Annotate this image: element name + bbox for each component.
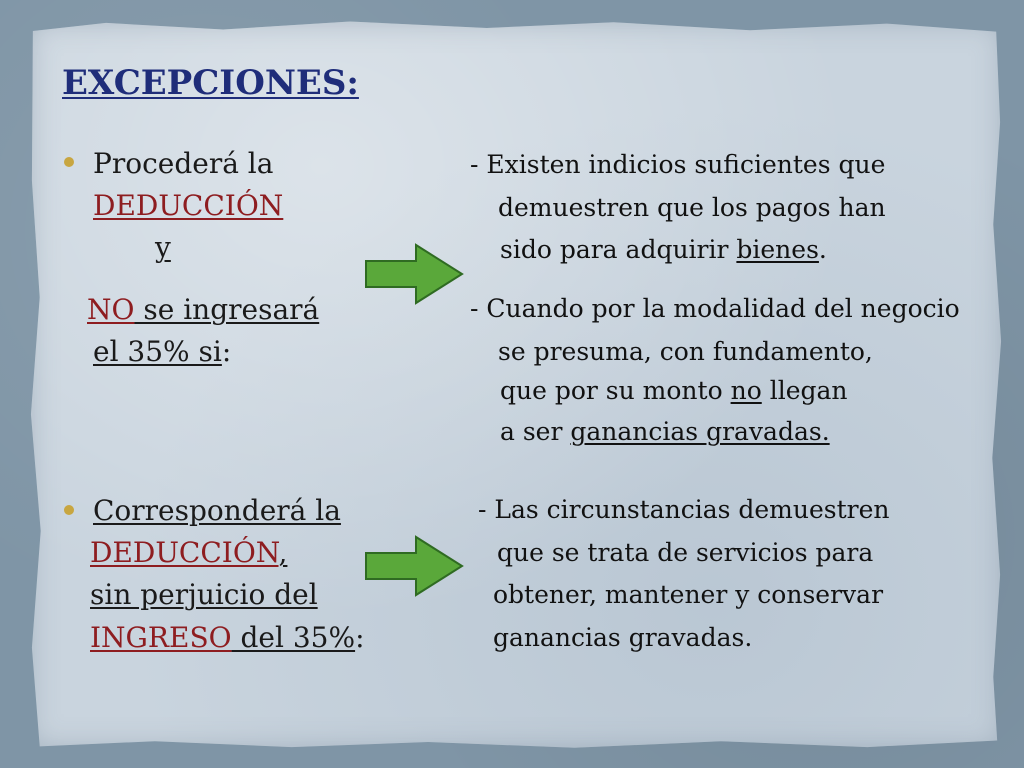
section1-right-c1-line3	[500, 237, 827, 262]
text-segment: a ser	[500, 417, 571, 446]
section2-right-line1: - Las circunstancias demuestren	[478, 495, 890, 524]
section1-left-y: y	[155, 231, 171, 264]
text-segment: que por su monto	[500, 376, 731, 405]
section2-left-line3: sin perjuicio del	[90, 578, 318, 611]
section1-left-se-ingresara: se ingresará	[134, 293, 320, 326]
ganancias-gravadas-underlined: ganancias gravadas.	[570, 417, 830, 446]
section1-right-c2-line1: - Cuando por la modalidad del negocio	[470, 294, 960, 323]
section1-right-c1-line2: demuestren que los pagos han	[498, 193, 886, 222]
section1-right-c1-line1: - Existen indicios suficientes que	[470, 150, 886, 179]
section2-left-line4	[90, 621, 365, 654]
section2-left-deduccion: DEDUCCIÓN	[90, 536, 279, 569]
section1-right-c2-line4	[500, 419, 830, 444]
section2-right-line3: obtener, mantener y conservar	[493, 580, 884, 609]
section1-right-c2-line2: se presuma, con fundamento,	[498, 337, 873, 366]
section2-left-line1: Corresponderá la	[93, 494, 341, 527]
text-segment: .	[818, 235, 827, 264]
section1-left-no: NO	[87, 293, 135, 326]
text-segment: llegan	[761, 376, 848, 405]
text-segment: :	[355, 621, 365, 654]
section1-right-c2-line3	[500, 378, 848, 403]
right-arrow-icon	[364, 243, 466, 305]
bullet-icon	[64, 157, 74, 167]
section1-left-line4	[87, 293, 320, 326]
text-segment: sido para adquirir	[500, 235, 737, 264]
text-segment: del 35%	[231, 621, 356, 654]
bienes-underlined: bienes	[736, 235, 819, 264]
no-underlined: no	[730, 376, 762, 405]
section2-right-line2: que se trata de servicios para	[497, 538, 874, 567]
section1-left-colon: :	[221, 335, 232, 368]
section1-left-el-35: el 35% si	[93, 335, 222, 368]
section1-left-deduccion: DEDUCCIÓN	[93, 189, 284, 222]
slide-title: EXCEPCIONES:	[62, 63, 359, 103]
bullet-icon	[64, 505, 74, 515]
section2-left-line2	[90, 536, 288, 569]
right-arrow-icon	[364, 535, 466, 597]
section1-left-line5	[93, 335, 232, 368]
section1-left-line1: Procederá la	[93, 147, 274, 180]
section2-left-ingreso: INGRESO	[90, 621, 232, 654]
section2-right-line4: ganancias gravadas.	[493, 623, 753, 652]
text-segment: ,	[278, 536, 288, 569]
